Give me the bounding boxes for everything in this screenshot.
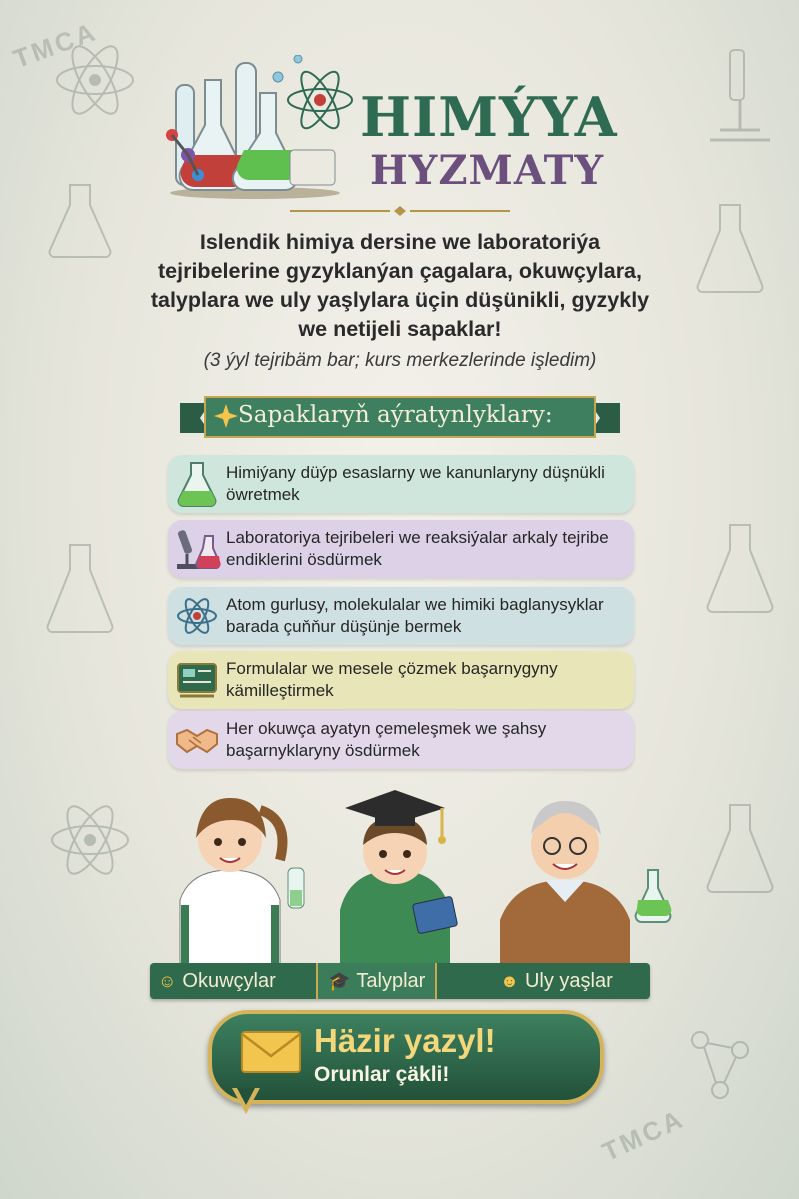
header (160, 55, 630, 205)
feature-text: Laboratoriya tejribeleri we reaksiýalar arkaly tejribe endiklerini ösdürmek (226, 528, 609, 569)
background-microscope-icon (700, 40, 780, 150)
group-students (158, 963, 276, 999)
features-heading: Sapaklaryň aýratynlyklary: (238, 402, 553, 428)
board-icon (176, 662, 218, 698)
people-icon: ☻ (500, 970, 519, 991)
microscope-icon (173, 526, 221, 572)
background-flask-icon (40, 540, 120, 640)
page-subtitle: HYZMATY (370, 147, 604, 194)
laboratory-flasks-icon (160, 55, 360, 200)
feature-text: Himiýany düýp esaslarny we kanunlaryny düşnükli öwretmek (226, 463, 605, 504)
speech-bubble-tail-inner (237, 1088, 255, 1105)
signup-subtitle: Orunlar çäkli! (314, 1063, 450, 1086)
feature-text: Atom gurlusy, molekulalar we himiki baglanysyklar barada çuňňur düşünje bermek (226, 595, 604, 636)
feature-text: Formulalar we mesele çözmek başarnygyny kämilleştirmek (226, 659, 558, 700)
feature-card (168, 520, 634, 578)
sparkle-icon (214, 404, 238, 428)
background-flask-icon (45, 180, 115, 260)
background-flask-icon (700, 800, 780, 900)
background-molecule-icon (680, 1020, 770, 1110)
experience-note: (3 ýyl tejribäm bar; kurs merkezlerinde işledim) (203, 350, 597, 371)
handshake-icon (175, 724, 219, 756)
atom-icon (175, 596, 219, 636)
watermark: TMCA (597, 1103, 690, 1168)
smile-icon: ☺ (158, 970, 177, 991)
feature-card (168, 651, 634, 709)
page-title: HIMÝYA (360, 85, 618, 149)
feature-text: Her okuwça ayatyn çemeleşmek we şahsy başarnyklaryny ösdürmek (226, 719, 547, 760)
group-label: Okuwçylar (182, 969, 276, 992)
group-university (316, 963, 437, 999)
background-flask-icon (690, 200, 770, 300)
feature-card (168, 587, 634, 645)
students-illustration (160, 780, 680, 970)
feature-card (168, 711, 634, 769)
group-adults (500, 963, 613, 999)
envelope-icon (240, 1030, 302, 1074)
background-flask-icon (700, 520, 780, 620)
feature-card (168, 455, 634, 513)
graduation-cap-icon: 🎓 (328, 970, 351, 991)
watermark: TMCA (9, 16, 102, 75)
group-label: Talyplar (356, 969, 426, 992)
intro-text: Islendik himiya dersine we laboratoriýa tejribelerine gyzyklanýan çagalara, okuwçylara, talyplara we uly yaşlylara üçin düşünikli, gyzykly we netijeli sapaklar! (150, 230, 650, 341)
signup-title: Häzir yazyl! (314, 1022, 496, 1059)
flask-icon (177, 461, 217, 507)
background-atom-icon (50, 40, 140, 120)
group-label: Uly yaşlar (524, 969, 613, 992)
ornament-divider (290, 206, 510, 216)
background-atom-icon (45, 800, 135, 880)
